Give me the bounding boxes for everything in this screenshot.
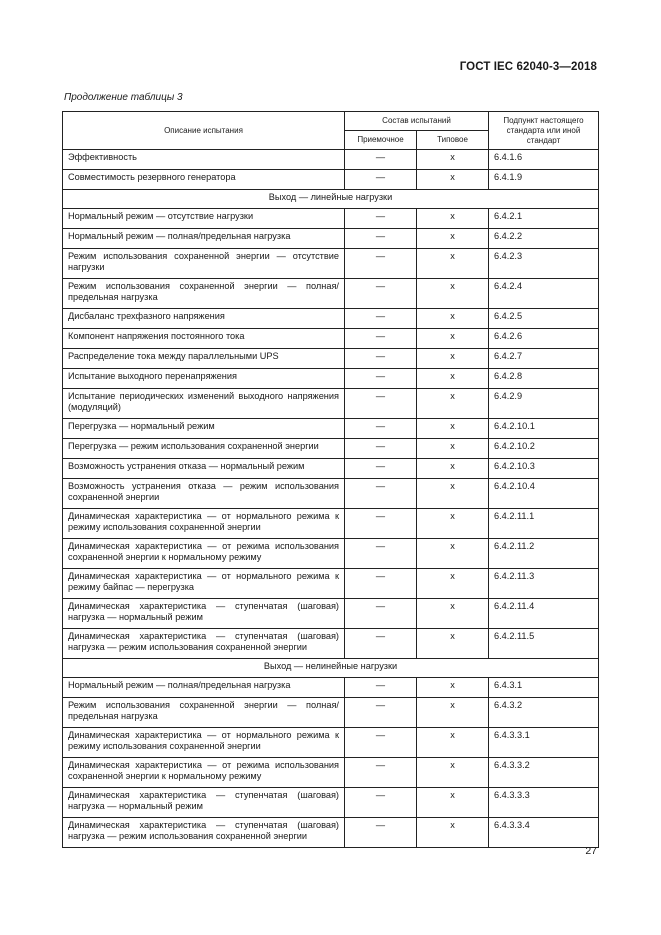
reference-clause: 6.4.2.5 (489, 309, 599, 329)
test-description: Возможность устранения отказа — нормальный режим (63, 459, 345, 479)
acceptance-mark: — (345, 569, 417, 599)
table-row (63, 329, 599, 349)
type-mark: x (417, 389, 489, 419)
header-type: Типовое (417, 131, 489, 150)
type-mark: x (417, 509, 489, 539)
type-mark: x (417, 539, 489, 569)
table-row (63, 209, 599, 229)
reference-clause: 6.4.2.3 (489, 249, 599, 279)
acceptance-mark: — (345, 329, 417, 349)
table-row (63, 539, 599, 569)
table-row (63, 629, 599, 659)
test-description: Режим использования сохраненной энергии — отсутствие нагрузки (63, 249, 345, 279)
reference-clause: 6.4.2.8 (489, 369, 599, 389)
table-row (63, 459, 599, 479)
reference-clause: 6.4.3.3.3 (489, 788, 599, 818)
acceptance-mark: — (345, 509, 417, 539)
header-description: Описание испытания (63, 112, 345, 150)
table-row (63, 599, 599, 629)
acceptance-mark: — (345, 309, 417, 329)
test-description: Нормальный режим — полная/предельная нагрузка (63, 229, 345, 249)
reference-clause: 6.4.1.9 (489, 170, 599, 190)
reference-clause: 6.4.2.10.3 (489, 459, 599, 479)
acceptance-mark: — (345, 629, 417, 659)
table-row (63, 419, 599, 439)
reference-clause: 6.4.2.1 (489, 209, 599, 229)
type-mark: x (417, 150, 489, 170)
reference-clause: 6.4.2.4 (489, 279, 599, 309)
type-mark: x (417, 728, 489, 758)
acceptance-mark: — (345, 279, 417, 309)
acceptance-mark: — (345, 698, 417, 728)
table-row (63, 678, 599, 698)
acceptance-mark: — (345, 728, 417, 758)
table-row (63, 170, 599, 190)
acceptance-mark: — (345, 599, 417, 629)
test-description: Динамическая характеристика — от нормального режима к режиму байпас — перегрузка (63, 569, 345, 599)
acceptance-mark: — (345, 150, 417, 170)
table-row (63, 229, 599, 249)
acceptance-mark: — (345, 349, 417, 369)
type-mark: x (417, 758, 489, 788)
reference-clause: 6.4.2.6 (489, 329, 599, 349)
table-row (63, 569, 599, 599)
table-row (63, 309, 599, 329)
acceptance-mark: — (345, 788, 417, 818)
reference-clause: 6.4.2.10.1 (489, 419, 599, 439)
reference-clause: 6.4.2.11.4 (489, 599, 599, 629)
test-description: Динамическая характеристика — ступенчатая (шаговая) нагрузка — нормальный режим (63, 599, 345, 629)
acceptance-mark: — (345, 249, 417, 279)
reference-clause: 6.4.3.2 (489, 698, 599, 728)
reference-clause: 6.4.2.10.2 (489, 439, 599, 459)
acceptance-mark: — (345, 229, 417, 249)
tests-table (62, 111, 599, 848)
acceptance-mark: — (345, 459, 417, 479)
reference-clause: 6.4.2.11.2 (489, 539, 599, 569)
type-mark: x (417, 479, 489, 509)
test-description: Динамическая характеристика — от режима использования сохраненной энергии к нормальному режиму (63, 758, 345, 788)
type-mark: x (417, 369, 489, 389)
test-description: Испытание периодических изменений выходного напряжения (модуляций) (63, 389, 345, 419)
table-row (63, 439, 599, 459)
table-row (63, 369, 599, 389)
reference-clause: 6.4.2.9 (489, 389, 599, 419)
acceptance-mark: — (345, 439, 417, 459)
type-mark: x (417, 309, 489, 329)
reference-clause: 6.4.2.7 (489, 349, 599, 369)
table-row (63, 479, 599, 509)
table-row (63, 788, 599, 818)
type-mark: x (417, 629, 489, 659)
section-row (63, 659, 599, 678)
reference-clause: 6.4.2.2 (489, 229, 599, 249)
type-mark: x (417, 329, 489, 349)
type-mark: x (417, 349, 489, 369)
test-description: Нормальный режим — отсутствие нагрузки (63, 209, 345, 229)
section-row (63, 190, 599, 209)
reference-clause: 6.4.3.3.4 (489, 818, 599, 848)
type-mark: x (417, 569, 489, 599)
header-acceptance: Приемочное (345, 131, 417, 150)
type-mark: x (417, 419, 489, 439)
acceptance-mark: — (345, 479, 417, 509)
reference-clause: 6.4.3.3.1 (489, 728, 599, 758)
acceptance-mark: — (345, 818, 417, 848)
type-mark: x (417, 788, 489, 818)
table-row (63, 698, 599, 728)
table-header (63, 112, 599, 150)
reference-clause: 6.4.2.11.1 (489, 509, 599, 539)
reference-clause: 6.4.2.11.5 (489, 629, 599, 659)
type-mark: x (417, 170, 489, 190)
test-description: Испытание выходного перенапряжения (63, 369, 345, 389)
test-description: Динамическая характеристика — ступенчатая (шаговая) нагрузка — нормальный режим (63, 788, 345, 818)
type-mark: x (417, 209, 489, 229)
type-mark: x (417, 279, 489, 309)
test-description: Динамическая характеристика — от нормального режима к режиму использования сохраненной энергии (63, 509, 345, 539)
table-row (63, 150, 599, 170)
table-row (63, 509, 599, 539)
test-description: Динамическая характеристика — ступенчатая (шаговая) нагрузка — режим использования сохраненной энергии (63, 629, 345, 659)
table-row (63, 818, 599, 848)
acceptance-mark: — (345, 758, 417, 788)
test-description: Компонент напряжения постоянного тока (63, 329, 345, 349)
type-mark: x (417, 678, 489, 698)
table-body (63, 150, 599, 848)
test-description: Динамическая характеристика — от режима использования сохраненной энергии к нормальному режиму (63, 539, 345, 569)
table-row (63, 279, 599, 309)
acceptance-mark: — (345, 678, 417, 698)
acceptance-mark: — (345, 539, 417, 569)
acceptance-mark: — (345, 419, 417, 439)
test-description: Распределение тока между параллельными UPS (63, 349, 345, 369)
test-description: Эффективность (63, 150, 345, 170)
table-row (63, 728, 599, 758)
reference-clause: 6.4.2.10.4 (489, 479, 599, 509)
reference-clause: 6.4.2.11.3 (489, 569, 599, 599)
document-header: ГОСТ IEC 62040-3—2018 (459, 61, 597, 73)
test-description: Дисбаланс трехфазного напряжения (63, 309, 345, 329)
acceptance-mark: — (345, 209, 417, 229)
reference-clause: 6.4.1.6 (489, 150, 599, 170)
test-description: Динамическая характеристика — от нормального режима к режиму использования сохраненной энергии (63, 728, 345, 758)
type-mark: x (417, 249, 489, 279)
header-test-group: Состав испытаний (345, 112, 489, 131)
table-row (63, 349, 599, 369)
test-description: Режим использования сохраненной энергии — полная/предельная нагрузка (63, 698, 345, 728)
acceptance-mark: — (345, 369, 417, 389)
type-mark: x (417, 439, 489, 459)
acceptance-mark: — (345, 170, 417, 190)
test-description: Перегрузка — режим использования сохраненной энергии (63, 439, 345, 459)
reference-clause: 6.4.3.3.2 (489, 758, 599, 788)
type-mark: x (417, 599, 489, 629)
type-mark: x (417, 229, 489, 249)
page-number: 27 (585, 845, 597, 857)
test-description: Совместимость резервного генератора (63, 170, 345, 190)
table-row (63, 389, 599, 419)
test-description: Динамическая характеристика — ступенчатая (шаговая) нагрузка — режим использования сохраненной энергии (63, 818, 345, 848)
test-description: Перегрузка — нормальный режим (63, 419, 345, 439)
type-mark: x (417, 698, 489, 728)
table-row (63, 758, 599, 788)
table-caption: Продолжение таблицы 3 (64, 92, 183, 103)
reference-clause: 6.4.3.1 (489, 678, 599, 698)
type-mark: x (417, 818, 489, 848)
acceptance-mark: — (345, 389, 417, 419)
table-row (63, 249, 599, 279)
test-description: Нормальный режим — полная/предельная нагрузка (63, 678, 345, 698)
section-linear-loads: Выход — линейные нагрузки (63, 190, 599, 209)
header-reference: Подпункт настоящего стандарта или иной стандарт (489, 112, 599, 150)
test-description: Режим использования сохраненной энергии — полная/предельная нагрузка (63, 279, 345, 309)
test-description: Возможность устранения отказа — режим использования сохраненной энергии (63, 479, 345, 509)
section-nonlinear-loads: Выход — нелинейные нагрузки (63, 659, 599, 678)
type-mark: x (417, 459, 489, 479)
